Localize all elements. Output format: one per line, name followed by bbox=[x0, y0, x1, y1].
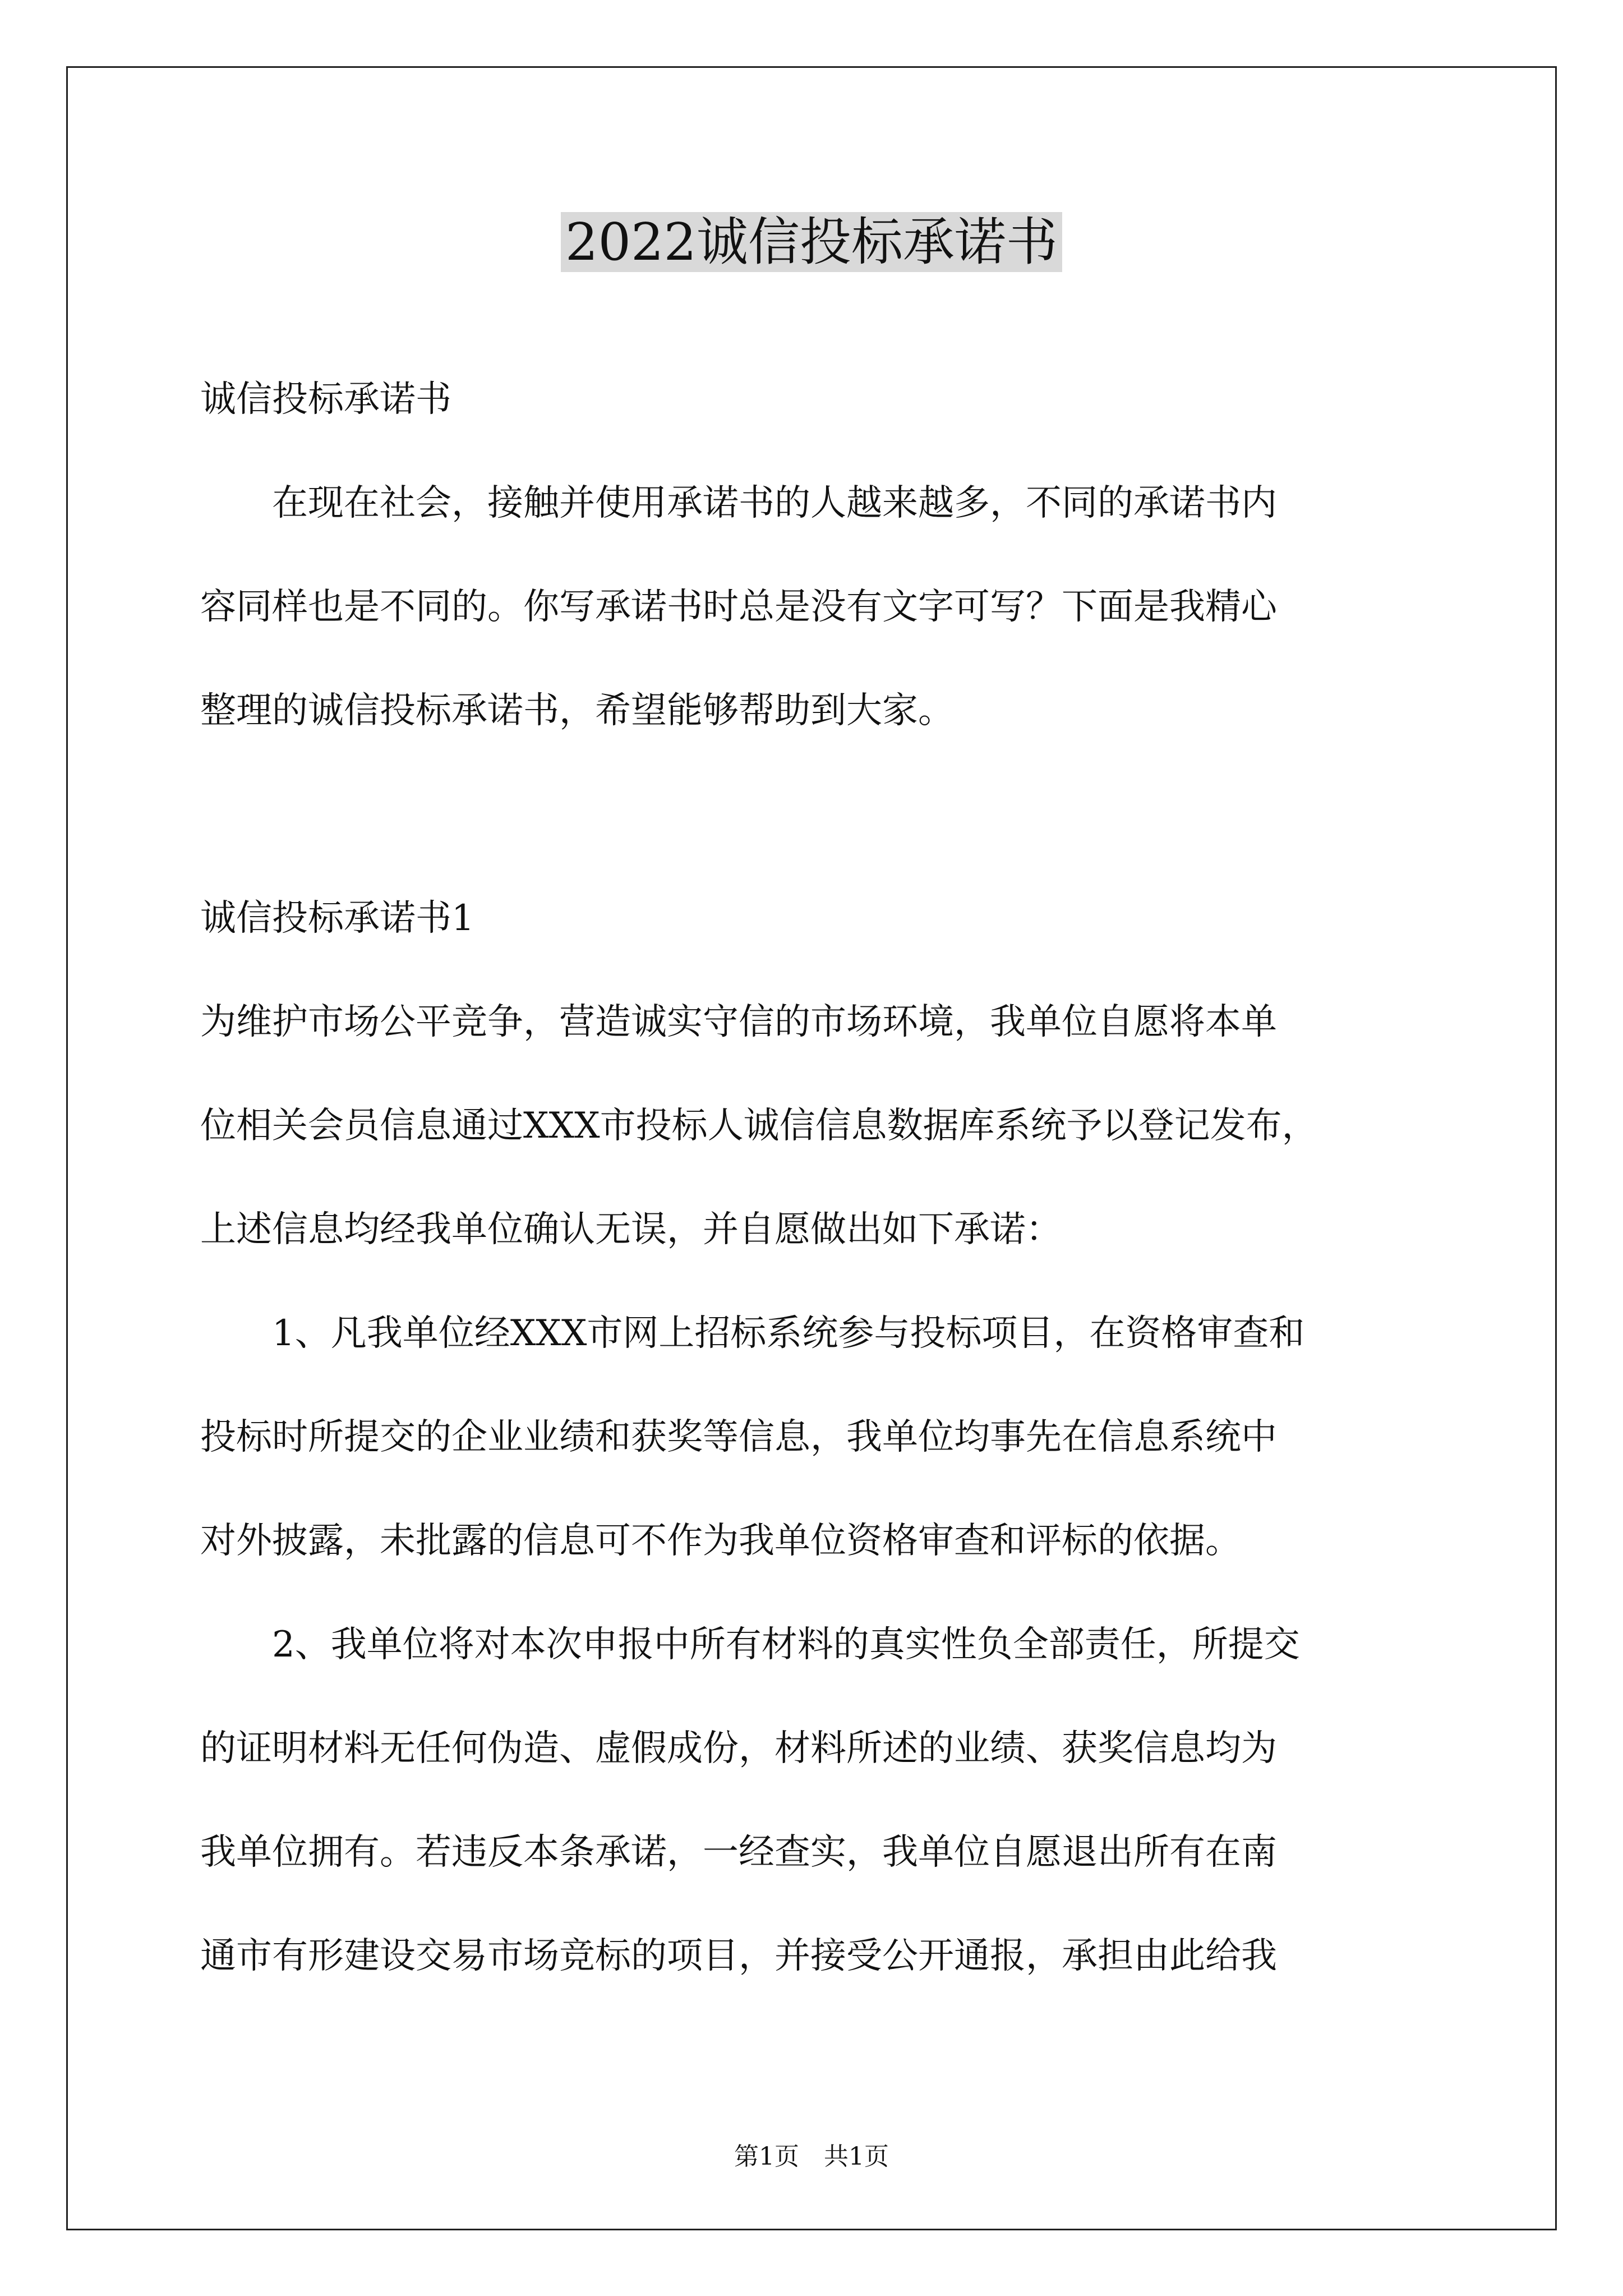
section-heading: 诚信投标承诺书 bbox=[200, 379, 451, 420]
body-line: 位相关会员信息通过XXX市投标人诚信信息数据库系统予以登记发布， bbox=[200, 1105, 1318, 1147]
clause-line: 投标时所提交的企业业绩和获奖等信息，我单位均事先在信息系统中 bbox=[200, 1416, 1277, 1458]
body-line: 上述信息均经我单位确认无误，并自愿做出如下承诺： bbox=[200, 1209, 1062, 1250]
body-line: 为维护市场公平竞争，营造诚实守信的市场环境，我单位自愿将本单 bbox=[200, 1001, 1277, 1043]
intro-line: 容同样也是不同的。你写承诺书时总是没有文字可写？下面是我精心 bbox=[200, 586, 1277, 628]
clause-line: 通市有形建设交易市场竞标的项目，并接受公开通报，承担由此给我 bbox=[200, 1935, 1277, 1977]
document-title: 2022诚信投标承诺书 bbox=[561, 212, 1062, 272]
paragraph-gap bbox=[200, 763, 1428, 867]
intro-line: 整理的诚信投标承诺书，希望能够帮助到大家。 bbox=[200, 690, 954, 731]
clause-line: 2、我单位将对本次申报中所有材料的真实性负全部责任，所提交 bbox=[272, 1624, 1300, 1665]
section-heading: 诚信投标承诺书1 bbox=[200, 898, 474, 939]
clause-line: 对外披露，未批露的信息可不作为我单位资格审查和评标的依据。 bbox=[200, 1520, 1241, 1562]
clause-line: 1、凡我单位经XXX市网上招标系统参与投标项目，在资格审查和 bbox=[272, 1313, 1305, 1354]
clause-line: 的证明材料无任何伪造、虚假成份，材料所述的业绩、获奖信息均为 bbox=[200, 1728, 1277, 1769]
document-body bbox=[200, 348, 1428, 2008]
page-footer bbox=[0, 2140, 1623, 2174]
document-title-block bbox=[0, 209, 1623, 276]
clause-line: 我单位拥有。若违反本条承诺，一经查实，我单位自愿退出所有在南 bbox=[200, 1832, 1277, 1873]
page-number: 第1页 共1页 bbox=[734, 2142, 889, 2171]
intro-line: 在现在社会，接触并使用承诺书的人越来越多，不同的承诺书内 bbox=[272, 482, 1277, 524]
